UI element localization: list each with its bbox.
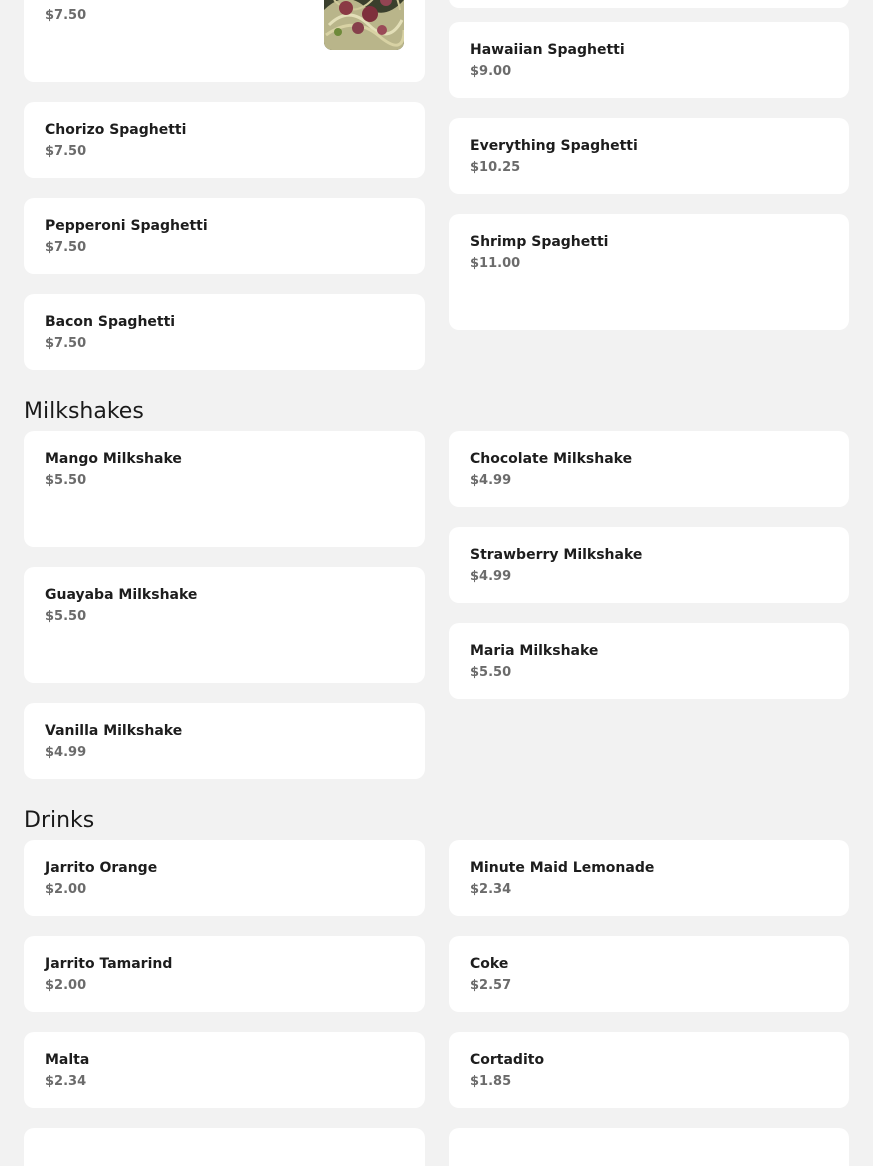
item-name: Minute Maid Lemonade xyxy=(470,860,655,876)
menu-item-card[interactable] xyxy=(449,118,849,194)
item-price: $7.50 xyxy=(45,336,87,351)
item-price: $9.00 xyxy=(470,64,512,79)
item-price: $2.34 xyxy=(45,1074,87,1089)
menu-item-card[interactable] xyxy=(24,431,425,547)
menu-item-card[interactable] xyxy=(449,0,849,8)
menu-item-card[interactable] xyxy=(449,1128,849,1166)
menu-item-card[interactable] xyxy=(24,936,425,1012)
item-price: $5.50 xyxy=(45,609,87,624)
menu-item-card[interactable] xyxy=(24,703,425,779)
item-price: $4.99 xyxy=(470,473,512,488)
item-name: Pepperoni Spaghetti xyxy=(45,218,208,234)
item-name: Jarrito Tamarind xyxy=(45,956,173,972)
menu-item-card[interactable] xyxy=(449,431,849,507)
item-name: Vanilla Milkshake xyxy=(45,723,183,739)
item-name: Shrimp Spaghetti xyxy=(470,234,609,250)
item-name: Everything Spaghetti xyxy=(470,138,638,154)
menu-item-card[interactable] xyxy=(24,0,425,82)
menu-item-card[interactable] xyxy=(24,840,425,916)
item-price: $4.99 xyxy=(470,569,512,584)
menu-item-card[interactable] xyxy=(24,1128,425,1166)
menu-item-card[interactable] xyxy=(24,294,425,370)
item-name: Mango Milkshake xyxy=(45,451,182,467)
menu-item-card[interactable] xyxy=(24,102,425,178)
item-price: $2.00 xyxy=(45,882,87,897)
item-price: $5.50 xyxy=(45,473,87,488)
item-price: $7.50 xyxy=(45,8,87,23)
item-price: $2.57 xyxy=(470,978,512,993)
menu-item-card[interactable] xyxy=(24,198,425,274)
item-name: Coke xyxy=(470,956,509,972)
item-price: $1.85 xyxy=(470,1074,512,1089)
item-name: Chorizo Spaghetti xyxy=(45,122,187,138)
menu-item-card[interactable] xyxy=(449,623,849,699)
menu-item-card[interactable] xyxy=(449,936,849,1012)
menu-item-card[interactable] xyxy=(449,1032,849,1108)
section-title-drinks: Drinks xyxy=(24,808,95,833)
item-name: Bacon Spaghetti xyxy=(45,314,176,330)
item-price: $2.34 xyxy=(470,882,512,897)
section-title-milkshakes: Milkshakes xyxy=(24,399,144,424)
item-price: $7.50 xyxy=(45,240,87,255)
spaghetti-photo-icon xyxy=(324,0,404,50)
item-name: Jarrito Orange xyxy=(45,860,158,876)
menu-item-card[interactable] xyxy=(449,527,849,603)
item-name: Cortadito xyxy=(470,1052,545,1068)
menu-item-card[interactable] xyxy=(24,567,425,683)
item-name: Hawaiian Spaghetti xyxy=(470,42,625,58)
menu-item-card[interactable] xyxy=(24,1032,425,1108)
item-name: Malta xyxy=(45,1052,90,1068)
item-name: Strawberry Milkshake xyxy=(470,547,643,563)
item-name: Chocolate Milkshake xyxy=(470,451,633,467)
item-price: $4.99 xyxy=(45,745,87,760)
item-price: $5.50 xyxy=(470,665,512,680)
item-price: $11.00 xyxy=(470,256,521,271)
item-price: $7.50 xyxy=(45,144,87,159)
menu-item-card[interactable] xyxy=(449,214,849,330)
item-price: $10.25 xyxy=(470,160,521,175)
item-name: Maria Milkshake xyxy=(470,643,599,659)
item-name: Guayaba Milkshake xyxy=(45,587,198,603)
item-price: $2.00 xyxy=(45,978,87,993)
menu-item-card[interactable] xyxy=(449,840,849,916)
menu-item-card[interactable] xyxy=(449,22,849,98)
